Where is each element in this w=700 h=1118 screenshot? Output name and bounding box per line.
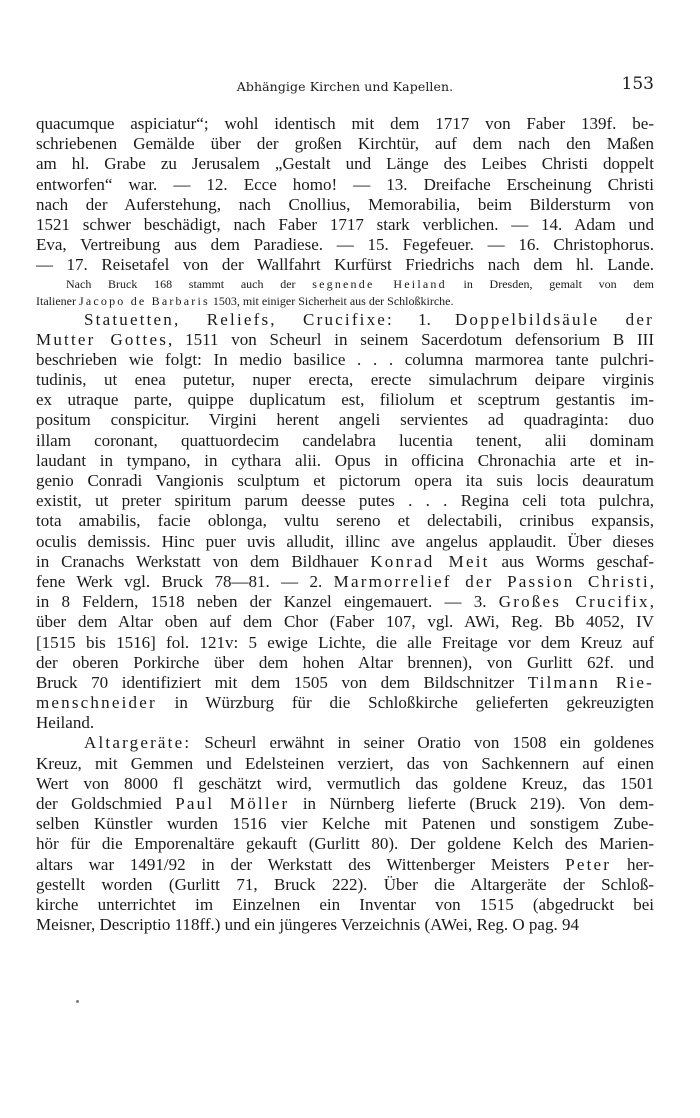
spaced-term: segnende Heiland bbox=[312, 276, 447, 291]
page-number: 153 bbox=[621, 74, 654, 94]
section-heading-line bbox=[36, 310, 654, 330]
text-line: über dem Altar oben auf dem Chor (Faber 107, vgl. AWi, Reg. Bb 4052, IV bbox=[36, 612, 654, 632]
text-line: Meisner, Descriptio 118ff.) und ein jüngeres Verzeichnis (AWei, Reg. O pag. 94 bbox=[36, 915, 579, 935]
text-line: tudinis, ut enea putetur, nuper erecta, erecte simulachrum deipare virginis bbox=[36, 370, 654, 390]
text-line: tota amabilis, facie oblonga, vultu sereno et delectabili, crinibus expansis, bbox=[36, 511, 654, 531]
text-span: , bbox=[649, 592, 654, 612]
text-line: — 17. Reisetafel von der Wallfahrt Kurfürst Friedrichs nach dem hl. Lande. bbox=[36, 255, 654, 275]
text-span: in 8 Feldern, 1518 neben der Kanzel eingemauert. — 3. bbox=[36, 592, 499, 612]
section-heading-altargeraete: Altargeräte: bbox=[84, 733, 192, 753]
text-span: , bbox=[649, 571, 654, 591]
text-line: 1521 schwer beschädigt, nach Faber 1717 stark verblichen. — 14. Adam und bbox=[36, 214, 654, 234]
page-header bbox=[36, 74, 654, 98]
text-line bbox=[36, 592, 654, 612]
text-line: Wert von 8000 fl geschätzt wird, vermutlich das goldene Kreuz, das 1501 bbox=[36, 773, 654, 793]
text-line: existit, ut preter spiritum parum deesse putes . . . Regina celi tota pulchra, bbox=[36, 491, 654, 511]
text-line: ex utraque parte, quippe duplicatum est, filiolum et sceptrum gestantis im- bbox=[36, 390, 654, 410]
spaced-term: Peter bbox=[565, 854, 612, 874]
text-line: beschrieben wie folgt: In medio basilice . . . columna marmorea tante pulchri- bbox=[36, 349, 654, 369]
text-span: in Würzburg für die Schloßkirche gelieferten gekreuzigten bbox=[156, 693, 654, 713]
text-line: Eva, Vertreibung aus dem Paradiese. — 15. Fegefeuer. — 16. Christophorus. bbox=[36, 235, 654, 255]
text-span: der Goldschmied bbox=[36, 794, 176, 813]
text-line bbox=[36, 693, 654, 713]
spaced-term: Paul Möller bbox=[175, 794, 290, 813]
body-text bbox=[36, 114, 654, 935]
text-span: her- bbox=[611, 854, 654, 874]
text-line: der oberen Porkirche über dem hohen Altar brennen), von Gurlitt 62f. und bbox=[36, 652, 654, 672]
text-line: kirche unterrichtet im Einzelnen ein Inventar von 1515 (abgedruckt bei bbox=[36, 894, 654, 914]
text-line bbox=[36, 673, 654, 693]
text-line: schriebenen Gemälde über der großen Kirchtür, auf dem nach den Maßen bbox=[36, 134, 654, 154]
text-line bbox=[36, 794, 654, 814]
text-span: , 1511 von Scheurl in seinem Sacerdotum defensorium B III bbox=[168, 329, 654, 349]
text-line bbox=[36, 855, 654, 875]
text-line: entworfen“ war. — 12. Ecce homo! — 13. Dreifache Erscheinung Christi bbox=[36, 174, 654, 194]
note-text: Italiener bbox=[36, 293, 79, 308]
spaced-term: Tilmann Rie- bbox=[527, 672, 654, 692]
spaced-term: Jacopo de Barbaris bbox=[78, 293, 210, 308]
spaced-term: Mutter Gottes bbox=[36, 329, 169, 349]
footnote-line bbox=[36, 276, 654, 293]
spaced-term: Großes Crucifix bbox=[498, 592, 650, 612]
text-line: genio Conradi Vangionis sculptum et pictorum opera ita suis locis deauratum bbox=[36, 471, 654, 490]
text-line: selben Künstler wurden 1516 vier Kelche mit Patenen und sonstigem Zube- bbox=[36, 814, 654, 834]
text-line: [1515 bis 1516] fol. 121v: 5 ewige Lichte, die alle Freitage vor dem Kreuz auf bbox=[36, 632, 654, 652]
text-line: am hl. Grabe zu Jerusalem „Gestalt und Länge des Leibes Christi doppelt bbox=[36, 154, 654, 174]
text-span: aus Worms geschaf- bbox=[489, 551, 654, 571]
footnote-line bbox=[36, 293, 654, 310]
text-span: Bruck 70 identifiziert mit dem 1505 von dem Bildschnitzer bbox=[36, 672, 528, 692]
text-line: oculis demissis. Hinc puer uvis alludit, illinc ave angelus applaudit. Über dieses bbox=[36, 531, 654, 551]
note-text: 1503, mit einiger Sicherheit aus der Schloßkirche. bbox=[209, 293, 454, 308]
text-span: in Nürnberg lieferte (Bruck 219). Von dem- bbox=[289, 794, 654, 813]
text-line: nach der Auferstehung, nach Cnollius, Memorabilia, beim Bildersturm von bbox=[36, 194, 654, 214]
text-span: in Cranachs Werkstatt von dem Bildhauer bbox=[36, 551, 371, 571]
text-span: 1. bbox=[393, 309, 455, 329]
text-line: quacumque aspiciatur“; wohl identisch mit dem 1717 von Faber 139f. be- bbox=[36, 114, 654, 133]
text-span: altars war 1491/92 in der Werkstatt des Wittenberger Meisters bbox=[36, 854, 566, 874]
text-line: positum conspicitur. Virgini herent angeli servientes ad quadraginta: duo bbox=[36, 410, 654, 430]
ink-speck bbox=[76, 1000, 79, 1003]
running-title: Abhängige Kirchen und Kapellen. bbox=[236, 79, 454, 94]
text-line: illam coronant, quattuordecim candelabra lucentia tenent, alii dominam bbox=[36, 430, 654, 450]
text-line: hör für die Emporenaltäre gekauft (Gurlitt 80). Der goldene Kelch des Marien- bbox=[36, 834, 654, 854]
text-span: fene Werk vgl. Bruck 78—81. — 2. bbox=[36, 571, 334, 591]
spaced-term: menschneider bbox=[36, 693, 157, 713]
text-line bbox=[36, 330, 654, 350]
text-line: laudant in tympano, in cythara alii. Opus in officina Chronachia arte et in- bbox=[36, 450, 654, 470]
note-text: Nach Bruck 168 stammt auch der bbox=[66, 276, 313, 291]
section-heading-statuetten: Statuetten, Reliefs, Crucifixe: bbox=[84, 309, 394, 329]
section-heading-line bbox=[36, 733, 654, 753]
spaced-term: Doppelbildsäule der bbox=[454, 309, 654, 329]
spaced-term: Marmorrelief der Passion Christi bbox=[333, 571, 650, 591]
text-line bbox=[36, 572, 654, 592]
text-line: Kreuz, mit Gemmen und Edelsteinen verziert, das von Sachkennern auf einen bbox=[36, 753, 654, 773]
text-span: Scheurl erwähnt in seiner Oratio von 1508 ein goldenes bbox=[191, 733, 654, 753]
text-line bbox=[36, 552, 654, 572]
text-line: gestellt worden (Gurlitt 71, Bruck 222). Über die Altargeräte der Schloß- bbox=[36, 874, 654, 894]
text-line: Heiland. bbox=[36, 713, 95, 733]
note-text: in Dresden, gemalt von dem bbox=[446, 276, 654, 291]
spaced-term: Konrad Meit bbox=[370, 551, 490, 571]
